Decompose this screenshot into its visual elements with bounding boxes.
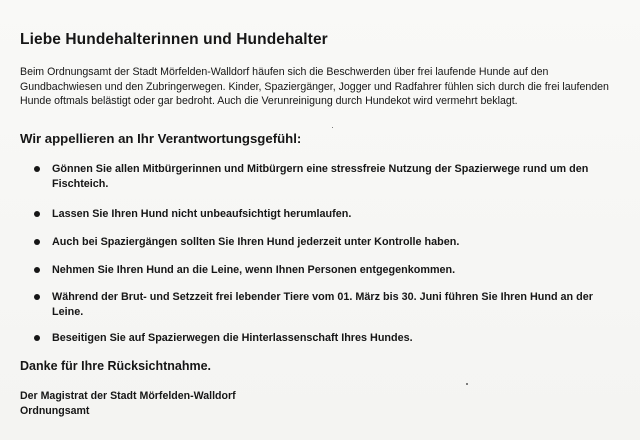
list-item [34,235,624,250]
list-item-text: Beseitigen Sie auf Spazierwegen die Hinterlassenschaft Ihres Hundes. [52,332,413,344]
signature-issuer: Der Magistrat der Stadt Mörfelden-Walldorf [20,390,236,402]
signature-department: Ordnungsamt [20,404,90,417]
list-item-text: Gönnen Sie allen Mitbürgerinnen und Mitbürgern eine stressfreie Nutzung der Spazierwege rund um den Fischteich. [52,163,589,190]
bullet-icon [34,211,40,217]
list-item [34,162,624,191]
thanks-line: Danke für Ihre Rücksichtnahme. [20,359,212,373]
bullet-icon [34,267,40,273]
intro-paragraph: Beim Ordnungsamt der Stadt Mörfelden-Walldorf häufen sich die Beschwerden über frei laufende Hunde auf den Gundbachwiesen und den Zubringerwegen. Kinder, Spaziergänger, Jogger und Radfahrer fühlen sich durch die frei laufenden Hunde oftmals belästigt oder gar bedroht. Auch die Verunreinigung durch Hundekot wird vermehrt beklagt. [20,66,609,107]
list-item [34,290,624,319]
list-item [34,207,624,222]
scan-speck [332,127,333,128]
bullet-icon [34,166,40,172]
bullet-icon [34,294,40,300]
list-item-text: Nehmen Sie Ihren Hund an die Leine, wenn Ihnen Personen entgegenkommen. [52,264,456,276]
scan-speck [466,383,468,385]
list-item-text: Während der Brut- und Setzzeit frei lebender Tiere vom 01. März bis 30. Juni führen Sie Ihren Hund an der Leine. [52,291,593,318]
list-item-text: Auch bei Spaziergängen sollten Sie Ihren Hund jederzeit unter Kontrolle haben. [52,236,460,248]
signature-block [20,389,236,418]
bullet-icon [34,335,40,341]
document-title: Liebe Hundehalterinnen und Hundehalter [20,31,328,48]
list-item [34,331,624,346]
list-item [34,263,624,278]
appeal-heading: Wir appellieren an Ihr Verantwortungsgefühl: [20,131,302,146]
list-item-text: Lassen Sie Ihren Hund nicht unbeaufsichtigt herumlaufen. [52,208,352,220]
bullet-icon [34,239,40,245]
